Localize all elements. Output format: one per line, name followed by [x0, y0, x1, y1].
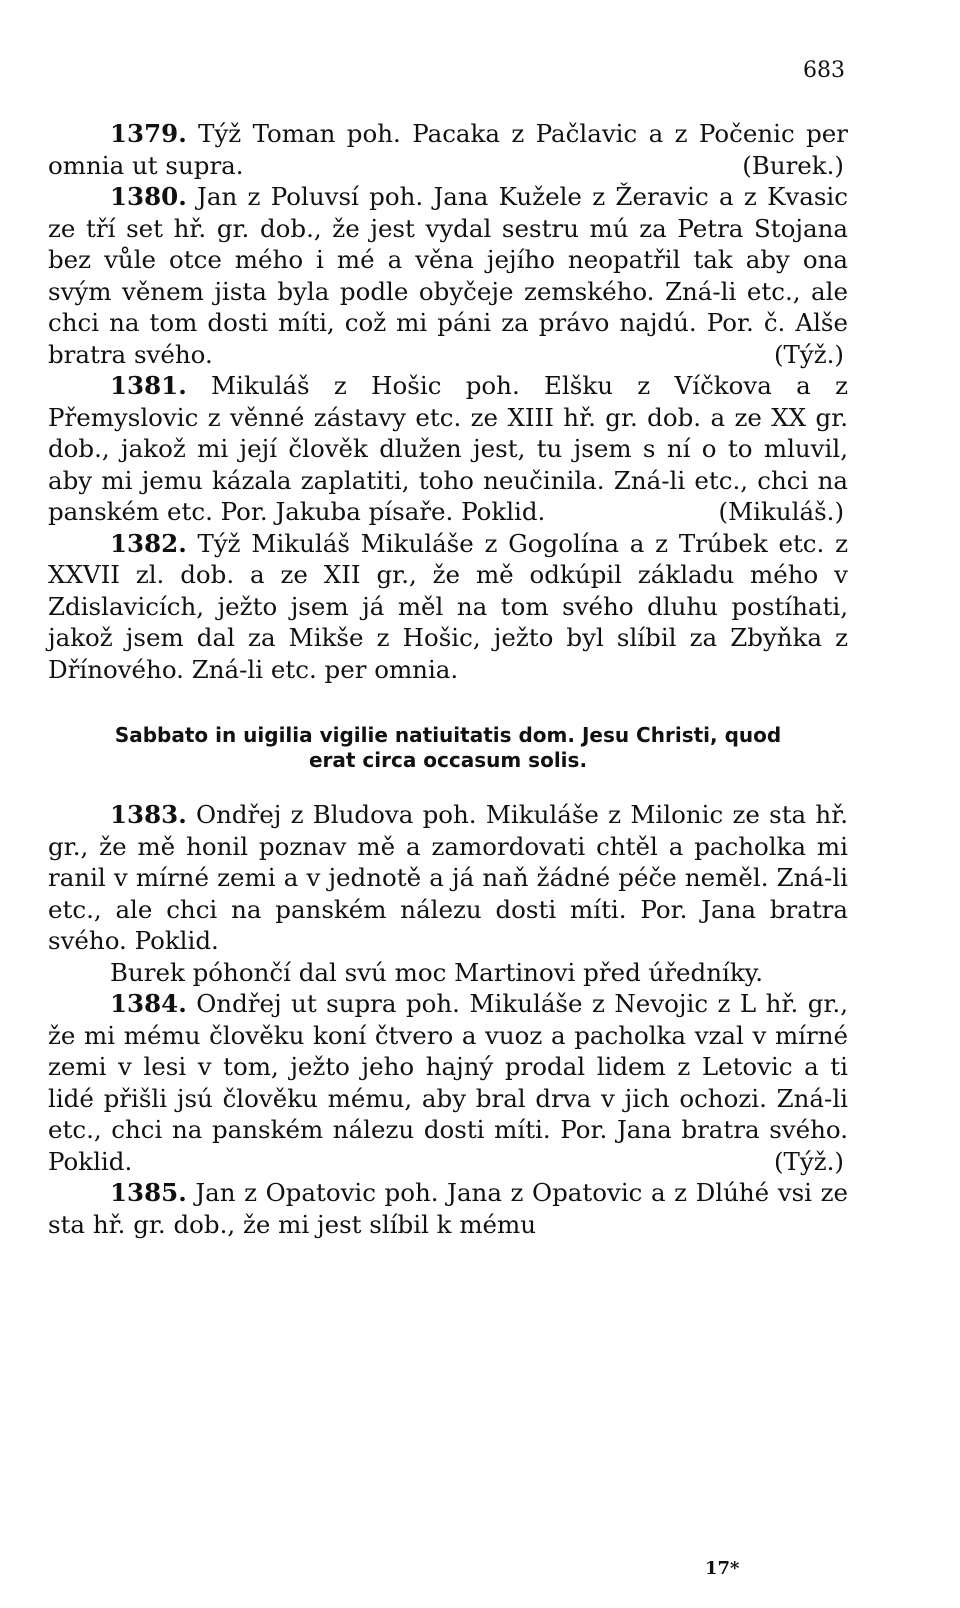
- heading-line-1: Sabbato in uigilia vigilie natiuitatis dom. Jesu Christi, quod: [114, 723, 782, 747]
- entry-1384: [48, 988, 848, 1177]
- entry-number: 1380.: [110, 182, 187, 211]
- entry-text: Jan z Poluvsí poh. Jana Kužele z Žeravic a z Kvasic ze tří set hř. gr. dob., že jest vydal sestru mú za Petra Stojana bez vůle otce mého i mé a věna jejího neopatřil tak aby ona svým věnem jista byla podle obyčeje zemského. Zná-li etc., ale chci na tom dosti míti, což mi páni za právo najdú. Por. č. Alše bratra svého.: [48, 182, 848, 369]
- entry-1383: [48, 799, 848, 957]
- entry-number: 1383.: [110, 800, 187, 829]
- entry-signature: (Mikuláš.): [718, 497, 844, 526]
- entry-1385: [48, 1177, 848, 1240]
- entry-1379: [48, 118, 848, 181]
- note-paragraph: [48, 957, 848, 989]
- note-text: Burek póhončí dal svú moc Martinovi před úředníky.: [110, 957, 764, 987]
- entry-1380: [48, 181, 848, 370]
- entry-number: 1381.: [110, 371, 187, 400]
- entry-1381: [48, 370, 848, 528]
- entry-text: Týž Toman poh. Pacaka z Pačlavic a z Počenic per omnia ut supra.: [48, 119, 848, 180]
- section-heading: [48, 723, 848, 773]
- entry-text: Ondřej ut supra poh. Mikuláše z Nevojic z L hř. gr., že mi mému člověku koní čtvero a vuoz a pacholka vzal v mírné zemi v lesi v tom, ježto jeho hajný prodal lidem z Letovic a ti lidé přišli jsú člověku mému, aby bral drva v jich ochozi. Zná-li etc., chci na panském nálezu dosti míti. Por. Jana bratra svého. Poklid.: [48, 989, 848, 1176]
- entry-text: Mikuláš z Hošic poh. Elšku z Víčkova a z Přemyslovic z věnné zástavy etc. ze XIII hř. gr. dob. a ze XX gr. dob., jakož mi její člověk dlužen jest, tu jsem s ní o to mluvil, aby mi jemu kázala zaplatiti, toho neučinila. Zná-li etc., chci na panském etc. Por. Jakuba písaře. Poklid.: [48, 371, 848, 526]
- heading-line-2: erat circa occasum solis.: [308, 748, 588, 772]
- page-number: 683: [803, 58, 845, 83]
- entry-number: 1382.: [110, 528, 187, 558]
- entry-signature: (Týž.): [774, 1146, 844, 1176]
- entry-text: Jan z Opatovic poh. Jana z Opatovic a z Dlúhé vsi ze sta hř. gr. dob., že mi jest slíbil k mému: [48, 1178, 848, 1239]
- entry-text: Ondřej z Bludova poh. Mikuláše z Milonic ze sta hř. gr., že mě honil poznav mě a zamordovati chtěl a pacholka mi ranil v mírné zemi a v jednotě a já naň žádné péče neměl. Zná-li etc., ale chci na panském nálezu dosti míti. Por. Jana bratra svého. Poklid.: [48, 800, 849, 955]
- entry-1382: [48, 528, 848, 686]
- entry-signature: (Burek.): [742, 150, 844, 180]
- entry-text: Týž Mikuláš Mikuláše z Gogolína a z Trúbek etc. z XXVII zl. dob. a ze XII gr., že mě odkúpil základu mého v Zdislavicích, ježto jsem já měl na tom svého dluhu postíhati, jakož jsem dal za Mikše z Hošic, ježto byl slíbil za Zbyňka z Dřínového. Zná-li etc. per omnia.: [48, 528, 848, 684]
- signature-mark: 17*: [705, 1558, 740, 1579]
- text-block: [48, 118, 848, 1240]
- entry-number: 1384.: [110, 989, 187, 1018]
- entry-signature: (Týž.): [774, 339, 844, 369]
- entry-number: 1385.: [110, 1178, 187, 1207]
- entry-number: 1379.: [110, 119, 187, 148]
